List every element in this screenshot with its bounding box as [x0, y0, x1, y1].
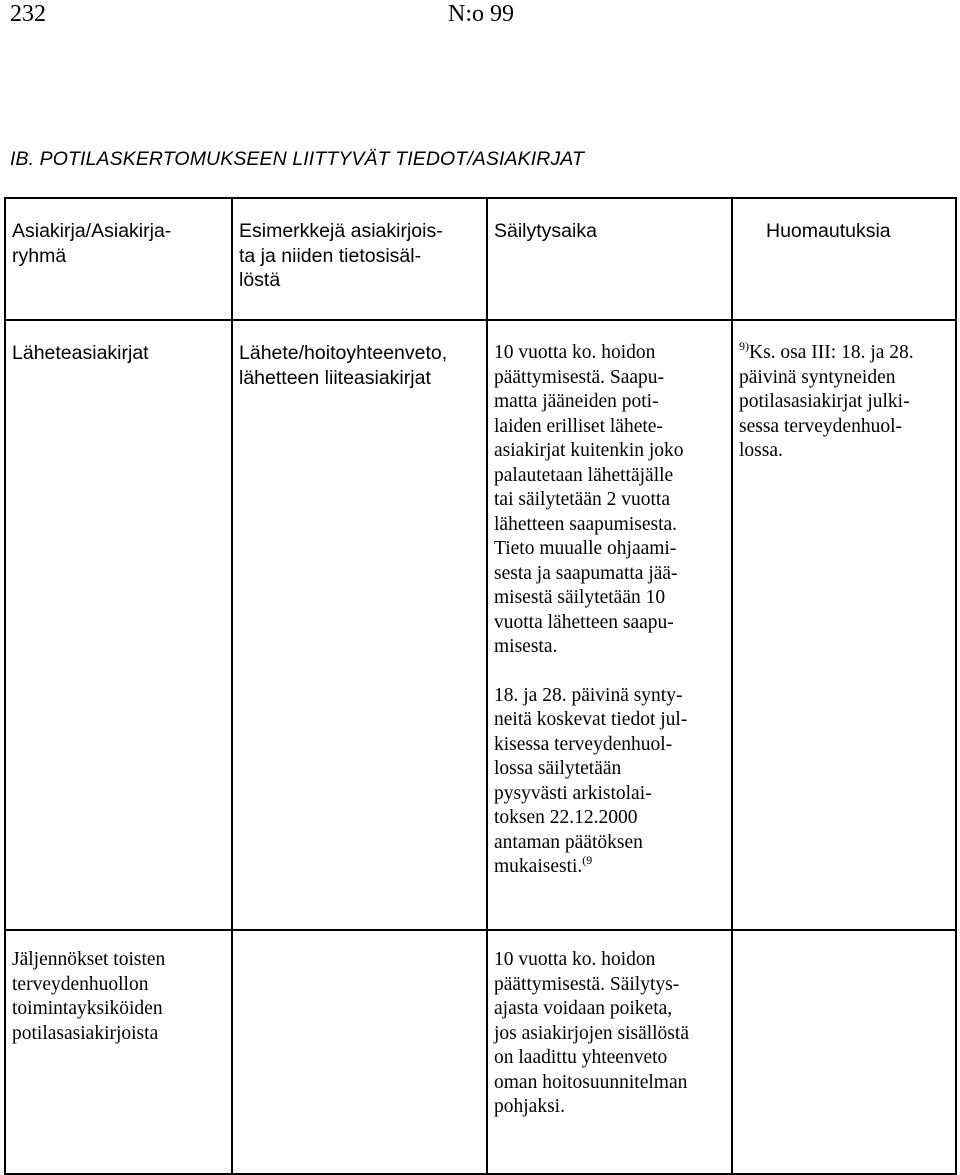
document-cell: Läheteasiakirjat — [5, 320, 232, 930]
page-number: 232 — [10, 1, 46, 27]
table-row — [5, 320, 956, 930]
issue-number: N:o 99 — [448, 1, 514, 27]
column-header-remarks: Huomautuksia — [732, 198, 956, 320]
footnote-ref: (9 — [582, 853, 593, 867]
footnote-mark: 9) — [739, 339, 749, 353]
retention-cell: 10 vuotta ko. hoidon päättymisestä. Saapu- matta jääneiden poti- laiden erilliset lähete- asiakirjat kuitenkin joko palautetaan lähettäjälle tai säilytetään 2 vuotta lähetteen saapumisesta. Tieto muualle ohjaami- sesta ja saapumatta jää- misestä säilytetään 10 vuotta lähetteen saapu- misesta. 18. ja 28. päivinä synty- neitä koskevat tiedot jul- kisessa terveydenhuol- lossa säilytetään pysyvästi arkistolai- toksen 22.12.2000 antaman päätöksen mukaisesti.$^{(9}$ — [487, 320, 732, 930]
column-header-retention: Säilytysaika — [487, 198, 732, 320]
page-header — [0, 0, 960, 40]
examples-cell — [232, 930, 487, 1174]
table-row — [5, 930, 956, 1174]
remarks-cell — [732, 930, 956, 1174]
document-cell: Jäljennökset toisten terveydenhuollon toimintayksiköiden potilasasiakirjoista — [5, 930, 232, 1174]
examples-cell: Lähete/hoitoyhteenveto, lähetteen liiteasiakirjat — [232, 320, 487, 930]
remarks-cell: $^{9)}$Ks. osa III: 18. ja 28. päivinä syntyneiden potilasasiakirjat julki- sessa terveydenhuol- lossa. — [732, 320, 956, 930]
section-title: IB. POTILASKERTOMUKSEEN LIITTYVÄT TIEDOT/ASIAKIRJAT — [10, 148, 584, 170]
column-header-document: Asiakirja/Asiakirja- ryhmä — [5, 198, 232, 320]
column-header-examples: Esimerkkejä asiakirjois- ta ja niiden tietosisäl- löstä — [232, 198, 487, 320]
retention-table — [4, 197, 957, 1175]
table-header-row — [5, 198, 956, 320]
retention-cell: 10 vuotta ko. hoidon päättymisestä. Säilytys- ajasta voidaan poiketa, jos asiakirjojen sisällöstä on laadittu yhteenveto oman hoitosuunnitelman pohjaksi. — [487, 930, 732, 1174]
